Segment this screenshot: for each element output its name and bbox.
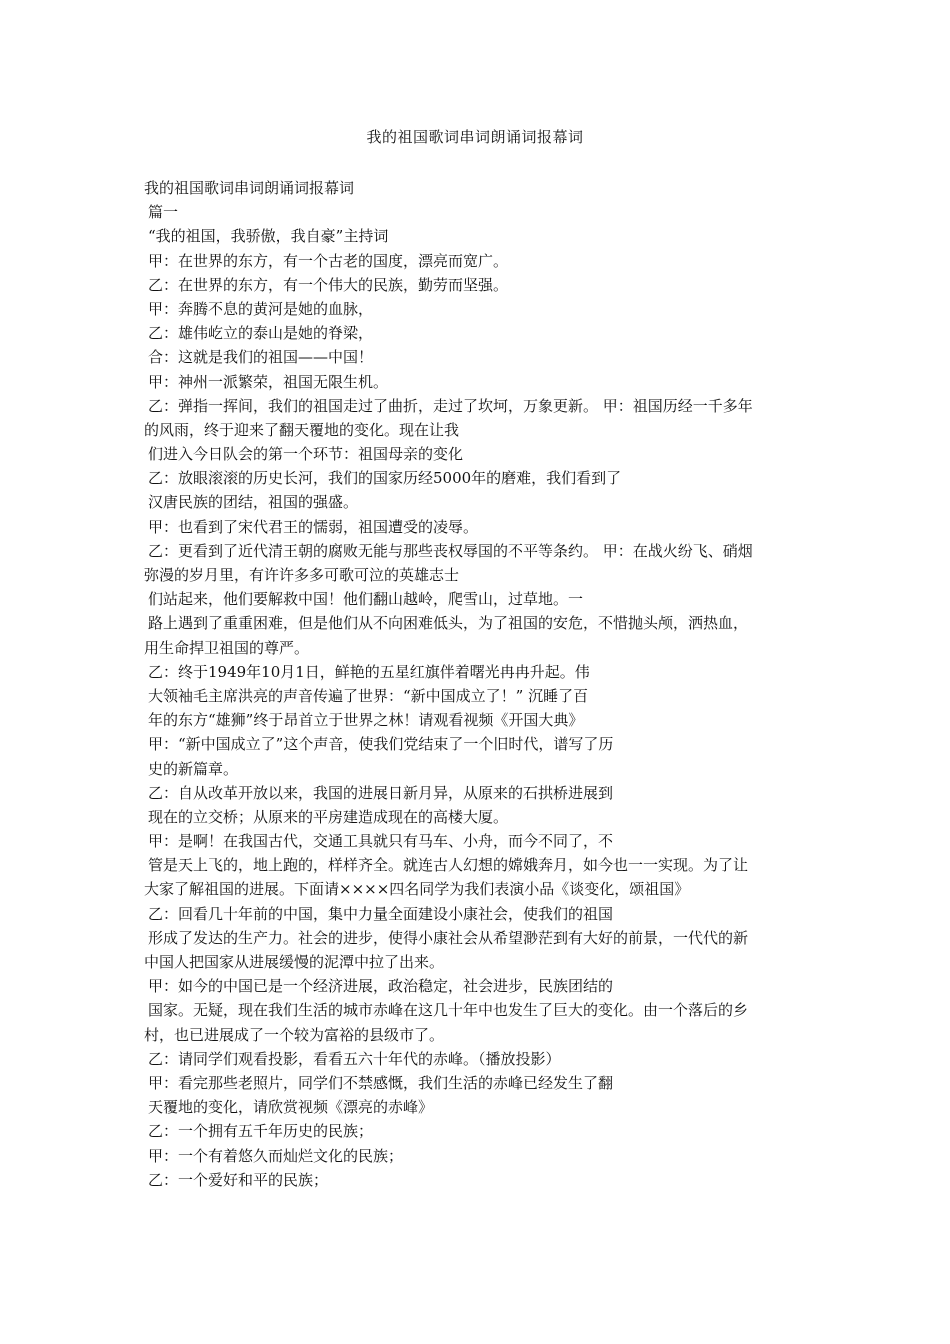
text-line: 村，也已进展成了一个较为富裕的县级市了。 — [144, 1025, 445, 1044]
text-line: “我的祖国，我骄傲，我自豪”主持词 — [148, 227, 389, 246]
text-line: 天覆地的变化，请欣赏视频《漂亮的赤峰》 — [148, 1098, 434, 1117]
text-line: 甲：也看到了宋代君王的懦弱，祖国遭受的凌辱。 — [148, 517, 479, 536]
text-line: 乙：自从改革开放以来，我国的进展日新月异，从原来的石拱桥进展到 — [148, 783, 614, 802]
text-line: 大领袖毛主席洪亮的声音传遍了世界：“新中国成立了！” 沉睡了百 — [148, 686, 589, 705]
text-line: 乙：放眼滚滚的历史长河，我们的国家历经5000年的磨难，我们看到了 — [148, 469, 622, 488]
text-line: 弥漫的岁月里，有许许多多可歌可泣的英雄志士 — [144, 566, 460, 584]
text-line: 甲：神州一派繁荣，祖国无限生机。 — [148, 372, 389, 391]
text-line: 乙：回看几十年前的中国，集中力量全面建设小康社会，使我们的祖国 — [148, 904, 614, 923]
text-line: 们进入今日队会的第一个环节：祖国母亲的变化 — [148, 445, 464, 464]
text-line: 乙：一个爱好和平的民族； — [148, 1170, 329, 1189]
document-title: 我的祖国歌词串词朗诵词报幕词 — [366, 128, 584, 146]
text-line: 大家了解祖国的进展。下面请××××四名同学为我们表演小品《谈变化，颂祖国》 — [144, 880, 690, 899]
text-line: 合：这就是我们的祖国——中国！ — [148, 348, 374, 367]
text-line: 乙：弹指一挥间，我们的祖国走过了曲折，走过了坎坷，万象更新。 甲：祖国历经一千多年 — [148, 396, 753, 415]
text-line: 甲：是啊！在我国古代，交通工具就只有马车、小舟，而今不同了，不 — [148, 832, 614, 851]
text-line: 国家。无疑，现在我们生活的城市赤峰在这几十年中也发生了巨大的变化。由一个落后的乡 — [148, 1001, 749, 1020]
text-line: 史的新篇章。 — [148, 759, 239, 778]
text-line: 乙：在世界的东方，有一个伟大的民族，勤劳而坚强。 — [148, 275, 509, 294]
text-line: 甲：奔腾不息的黄河是她的血脉， — [148, 299, 374, 318]
text-line: 甲：“新中国成立了”这个声音，使我们党结束了一个旧时代，谱写了历 — [148, 735, 614, 754]
text-line: 形成了发达的生产力。社会的进步，使得小康社会从希望渺茫到有大好的前景，一代代的新 — [148, 928, 749, 947]
text-line: 们站起来，他们要解救中国！他们翻山越岭，爬雪山，过草地。一 — [148, 590, 584, 609]
text-line: 管是天上飞的，地上跑的，样样齐全。就连古人幻想的嫦娥奔月，如今也一一实现。为了让 — [148, 856, 749, 875]
text-line: 年的东方“雄狮”终于昂首立于世界之林！请观看视频《开国大典》 — [148, 711, 584, 730]
text-line: 中国人把国家从进展缓慢的泥潭中拉了出来。 — [144, 953, 445, 971]
text-line: 用生命捍卫祖国的尊严。 — [144, 638, 310, 657]
text-line: 现在的立交桥；从原来的平房建造成现在的高楼大厦。 — [148, 807, 509, 826]
document-body — [144, 176, 812, 1192]
text-line: 乙：更看到了近代清王朝的腐败无能与那些丧权辱国的不平等条约。 甲：在战火纷飞、硝烟 — [148, 541, 753, 560]
text-line: 乙：请同学们观看投影，看看五六十年代的赤峰。（播放投影） — [148, 1049, 561, 1068]
text-line: 甲：看完那些老照片，同学们不禁感慨，我们生活的赤峰已经发生了翻 — [148, 1073, 614, 1092]
text-line: 甲：在世界的东方，有一个古老的国度，漂亮而宽广。 — [148, 251, 509, 270]
text-line: 的风雨，终于迎来了翻天覆地的变化。现在让我 — [144, 420, 460, 439]
text-line: 我的祖国歌词串词朗诵词报幕词 — [144, 179, 355, 197]
text-line: 路上遇到了重重困难，但是他们从不向困难低头，为了祖国的安危，不惜抛头颅，洒热血， — [148, 614, 749, 633]
text-line: 乙：一个拥有五千年历史的民族； — [148, 1122, 374, 1141]
text-line: 甲：如今的中国已是一个经济进展，政治稳定，社会进步，民族团结的 — [148, 977, 614, 996]
text-line: 乙：终于1949年10月1日，鲜艳的五星红旗伴着曙光冉冉升起。伟 — [148, 662, 590, 681]
text-line: 乙：雄伟屹立的泰山是她的脊梁， — [148, 324, 374, 343]
text-line: 篇一 — [148, 203, 179, 222]
text-line: 甲：一个有着悠久而灿烂文化的民族； — [148, 1146, 404, 1165]
text-line: 汉唐民族的团结，祖国的强盛。 — [148, 493, 359, 512]
